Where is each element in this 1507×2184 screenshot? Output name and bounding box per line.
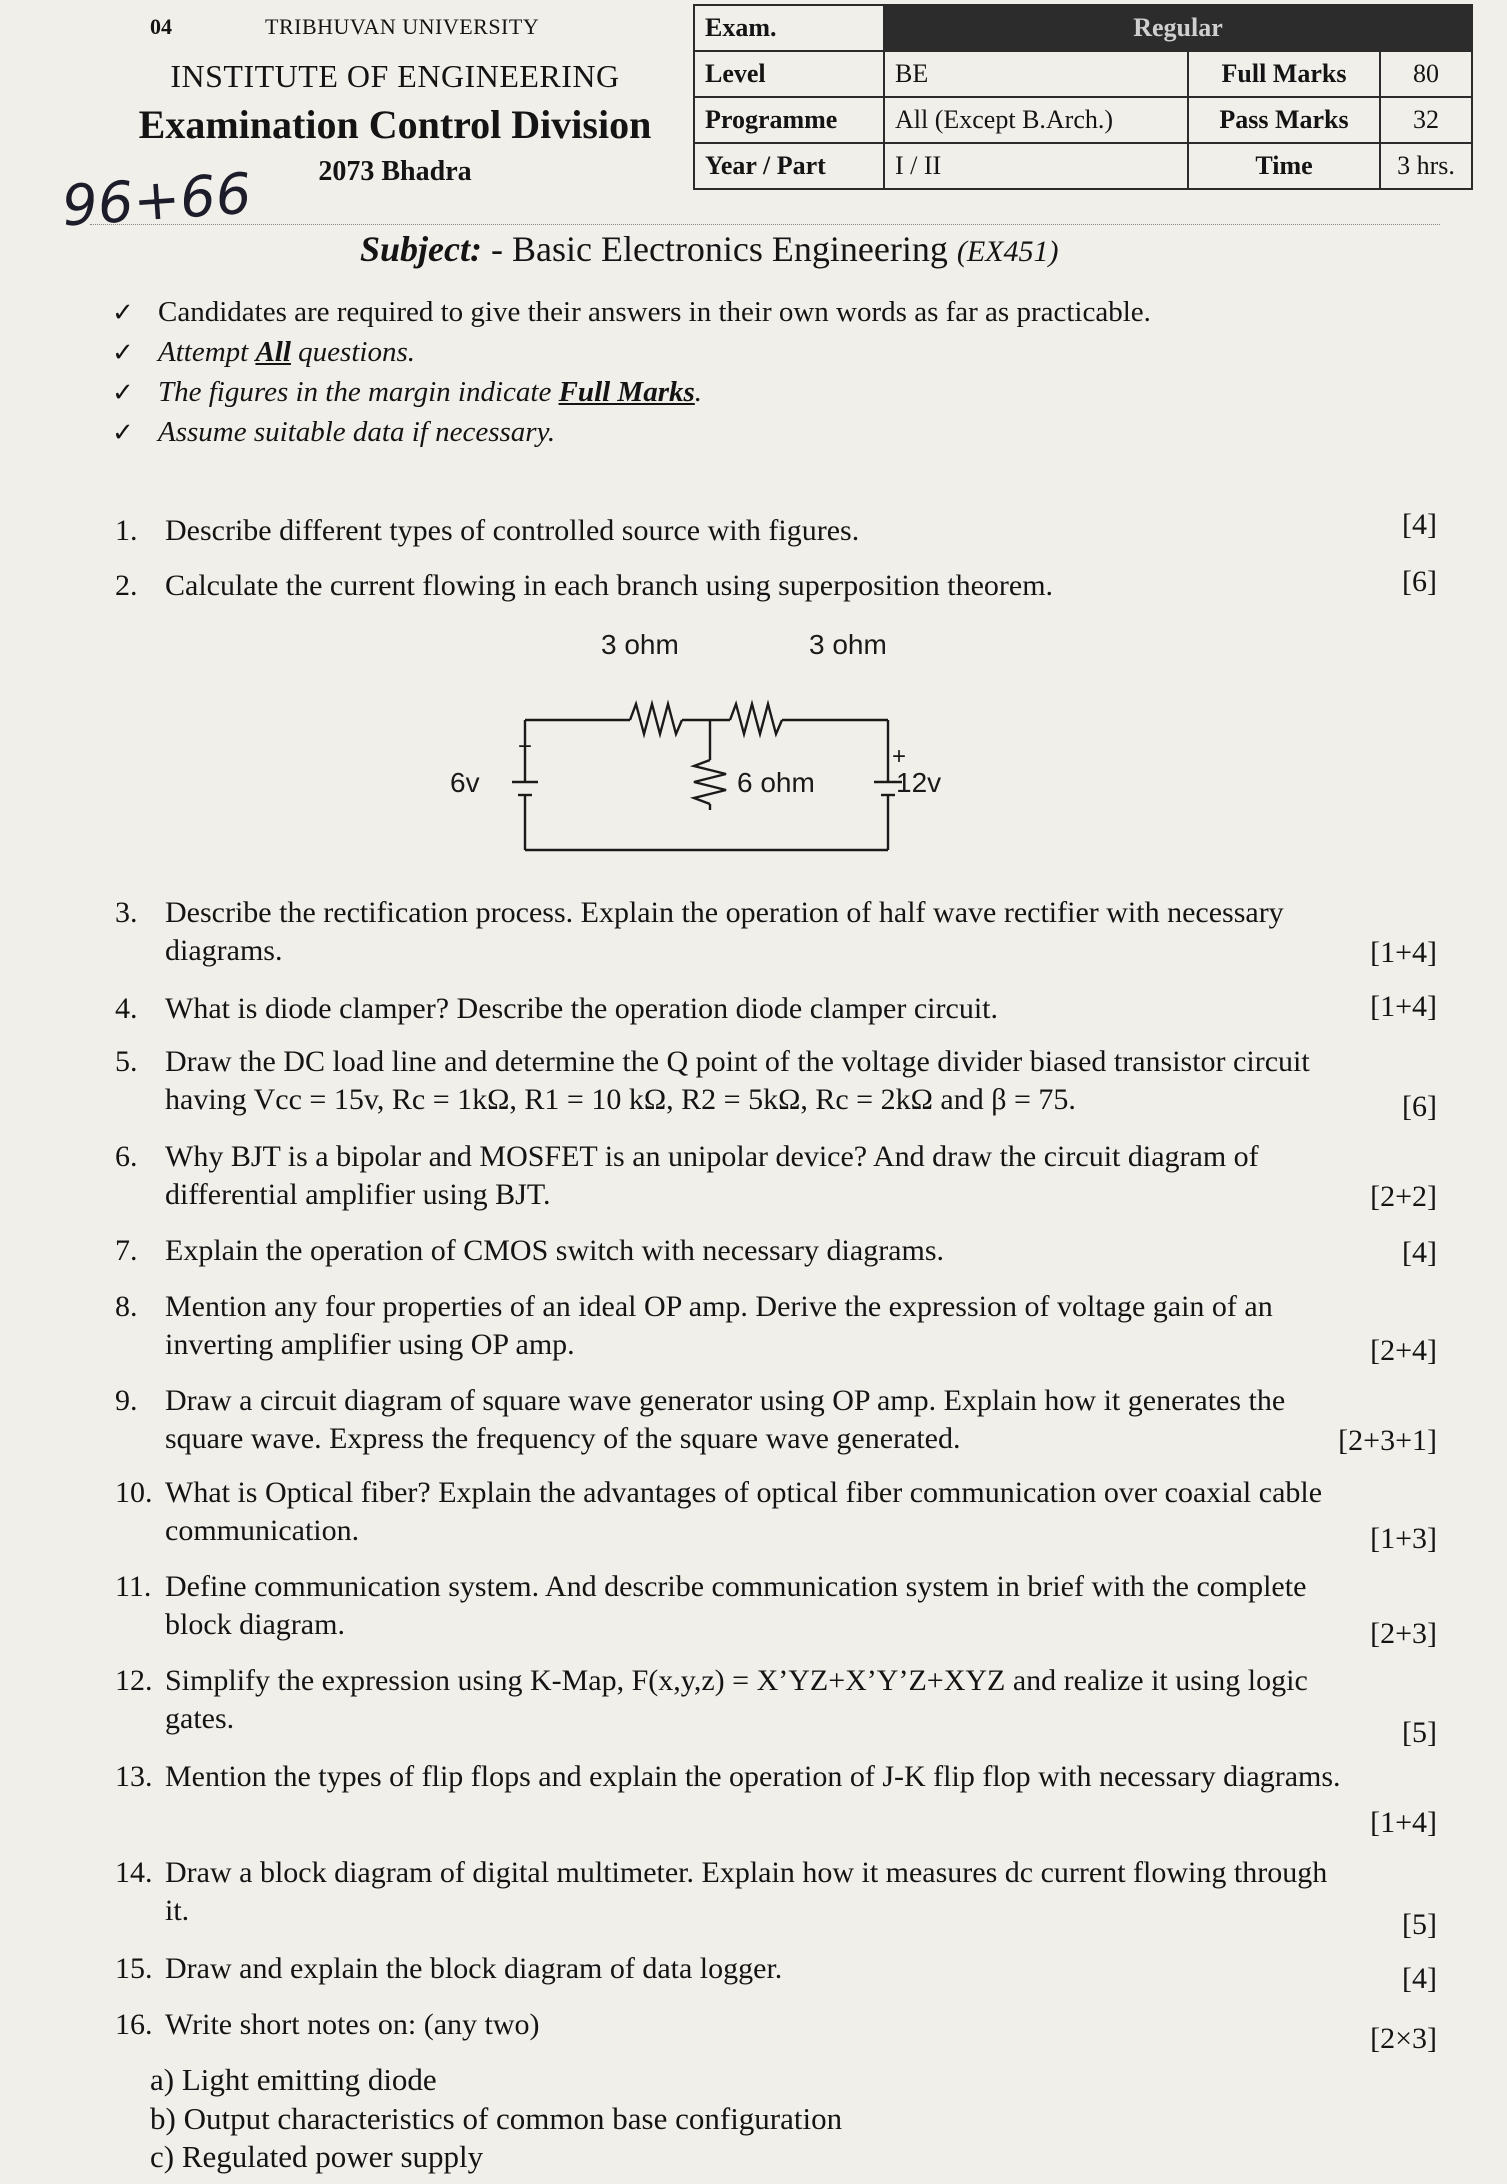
r1-label: 3 ohm <box>601 630 679 660</box>
instruction-item: ✓ Attempt All questions. <box>112 336 415 368</box>
marks-9: [2+3+1] <box>1338 1424 1437 1457</box>
question-15: 15. Draw and explain the block diagram of data logger. <box>115 1952 783 1985</box>
subitem-c: c) Regulated power supply <box>150 2139 484 2174</box>
question-16: 16. Write short notes on: (any two) <box>115 2008 540 2041</box>
university-name: TRIBHUVAN UNIVERSITY <box>265 14 540 39</box>
marks-8: [2+4] <box>1370 1334 1437 1367</box>
question-10: 10. What is Optical fiber? Explain the advantages of optical fiber communication over coaxial cable communication. <box>115 1476 1323 1547</box>
marks-6: [2+2] <box>1370 1180 1437 1213</box>
marks-3: [1+4] <box>1370 936 1437 969</box>
instruction-item: ✓ Candidates are required to give their answers in their own words as far as practicable. <box>112 296 1151 328</box>
programme-label: Programme <box>694 97 884 143</box>
marks-2: [6] <box>1402 565 1437 598</box>
handwritten-note: 96+66 <box>59 161 254 240</box>
marks-12: [5] <box>1402 1716 1437 1749</box>
year-value: I / II <box>884 143 1188 189</box>
question-7: 7. Explain the operation of CMOS switch with necessary diagrams. <box>115 1234 945 1267</box>
marks-1: [4] <box>1402 508 1437 541</box>
marks-7: [4] <box>1402 1236 1437 1269</box>
pass-marks-value: 32 <box>1380 97 1472 143</box>
division-name: Examination Control Division <box>138 102 652 147</box>
check-icon: ✓ <box>112 298 134 328</box>
r3-label: 6 ohm <box>737 767 815 798</box>
full-marks-label: Full Marks <box>1188 51 1380 97</box>
check-icon: ✓ <box>112 338 134 368</box>
programme-value: All (Except B.Arch.) <box>884 97 1188 143</box>
instruction-item: ✓ Assume suitable data if necessary. <box>112 416 556 448</box>
v1-label: 6v <box>450 767 480 798</box>
pass-marks-label: Pass Marks <box>1188 97 1380 143</box>
question-4: 4. What is diode clamper? Describe the operation diode clamper circuit. <box>115 992 998 1025</box>
marks-5: [6] <box>1402 1090 1437 1123</box>
time-value: 3 hrs. <box>1380 143 1472 189</box>
subitem-b: b) Output characteristics of common base configuration <box>150 2101 843 2136</box>
time-label: Time <box>1188 143 1380 189</box>
check-icon: ✓ <box>112 418 134 448</box>
marks-14: [5] <box>1402 1908 1437 1941</box>
marks-13: [1+4] <box>1370 1806 1437 1839</box>
v2-label: 12v <box>896 767 942 798</box>
marks-15: [4] <box>1402 1962 1437 1995</box>
exam-info-table <box>693 4 1473 190</box>
superposition-circuit-diagram <box>440 630 1060 880</box>
v2-plus: + <box>892 743 907 770</box>
full-marks-value: 80 <box>1380 51 1472 97</box>
question-2: 2. Calculate the current flowing in each branch using superposition theorem. <box>115 569 1054 602</box>
question-9: 9. Draw a circuit diagram of square wave generator using OP amp. Explain how it generates the square wave. Express the frequency of the square wave generated. <box>115 1384 1286 1455</box>
subject-name: - Basic Electronics Engineering <box>482 229 957 269</box>
year-label: Year / Part <box>694 143 884 189</box>
question-11: 11. Define communication system. And describe communication system in brief with the complete block diagram. <box>115 1570 1307 1641</box>
header-block <box>100 10 690 188</box>
question-5: 5. Draw the DC load line and determine the Q point of the voltage divider biased transistor circuit having Vcc = 15v, Rc = 1kΩ, R1 = 10 kΩ, R2 = 5kΩ, Rc = 2kΩ and β = 75. <box>115 1045 1310 1116</box>
question-1: 1. Describe different types of controlled source with figures. <box>115 514 860 547</box>
subject-code: (EX451) <box>956 235 1059 268</box>
question-12: 12. Simplify the expression using K-Map, F(x,y,z) = X’YZ+X’Y’Z+XYZ and realize it using logic gates. <box>115 1664 1308 1735</box>
exam-value: Regular <box>884 5 1472 51</box>
level-value: BE <box>884 51 1188 97</box>
level-label: Level <box>694 51 884 97</box>
instructions-list <box>112 296 1151 456</box>
paper-code: 04 <box>150 14 172 39</box>
marks-16: [2×3] <box>1370 2022 1437 2055</box>
subject-label: Subject: <box>360 229 482 269</box>
instruction-item: ✓ The figures in the margin indicate Full Marks. <box>112 376 703 408</box>
marks-10: [1+3] <box>1370 1522 1437 1555</box>
question-14: 14. Draw a block diagram of digital multimeter. Explain how it measures dc current flowing through it. <box>115 1856 1328 1927</box>
divider <box>90 224 1440 225</box>
subject-line <box>360 228 1058 270</box>
question-8: 8. Mention any four properties of an ideal OP amp. Derive the expression of voltage gain of an inverting amplifier using OP amp. <box>115 1290 1273 1361</box>
check-icon: ✓ <box>112 378 134 408</box>
r2-label: 3 ohm <box>809 630 887 660</box>
exam-label: Exam. <box>694 5 884 51</box>
question-3: 3. Describe the rectification process. Explain the operation of half wave rectifier with necessary diagrams. <box>115 896 1284 967</box>
institute-name: INSTITUTE OF ENGINEERING <box>170 58 620 94</box>
marks-11: [2+3] <box>1370 1617 1437 1650</box>
question-6: 6. Why BJT is a bipolar and MOSFET is an unipolar device? And draw the circuit diagram of differential amplifier using BJT. <box>115 1140 1259 1211</box>
subitem-a: a) Light emitting diode <box>150 2062 437 2097</box>
question-13: 13. Mention the types of flip flops and explain the operation of J-K flip flop with necessary diagrams. <box>115 1760 1341 1793</box>
exam-date: 2073 Bhadra <box>318 156 472 187</box>
marks-4: [1+4] <box>1370 990 1437 1023</box>
v1-plus: + <box>518 733 533 760</box>
